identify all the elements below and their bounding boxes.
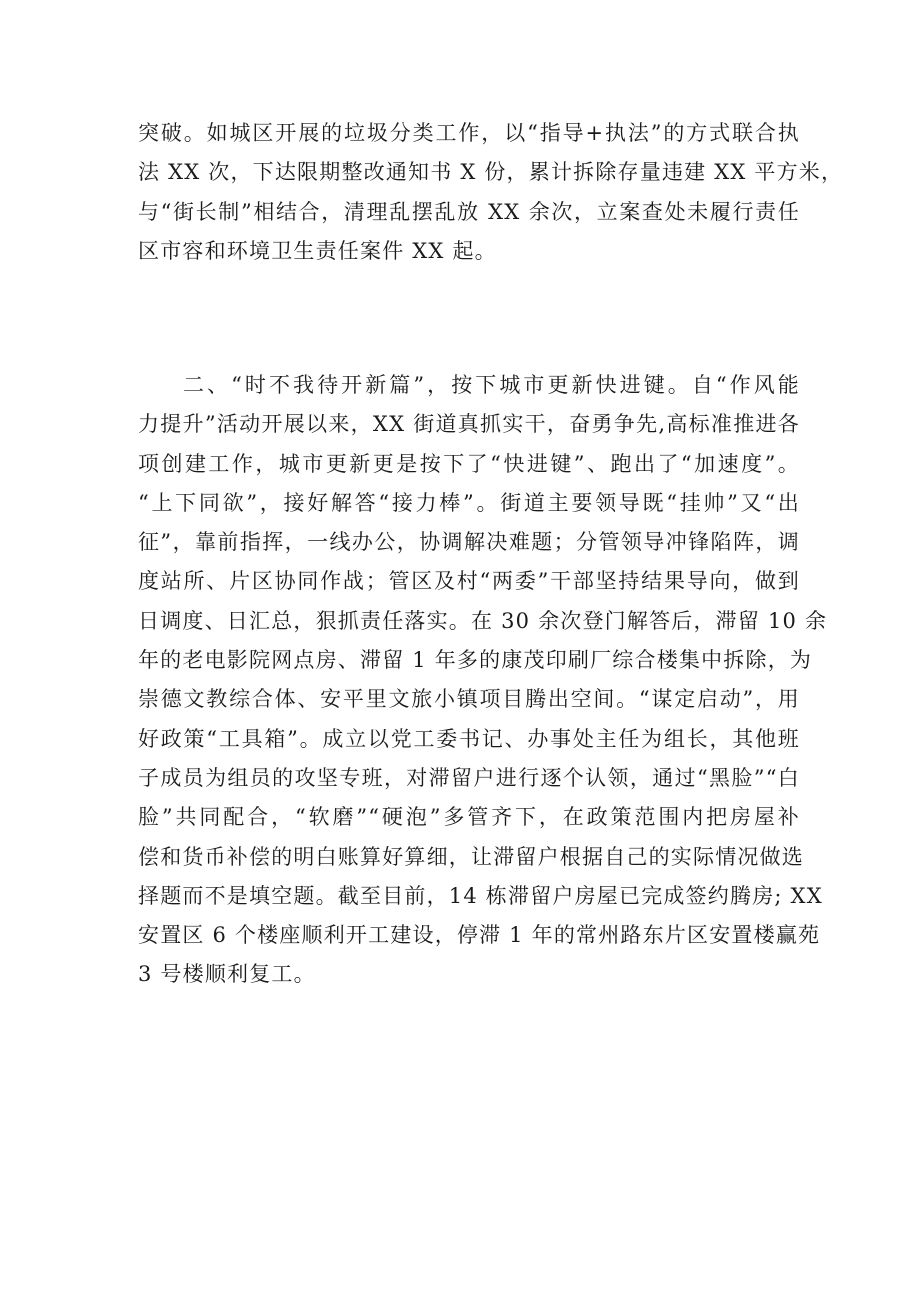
text-line: 子成员为组员的攻坚专班，对滞留户进行逐个认领，通过“黑脸”“白 bbox=[138, 765, 800, 790]
text-line: 度站所、片区协同作战；管区及村“两委”干部坚持结果导向，做到 bbox=[138, 569, 800, 594]
text-line: “上下同欲”，接好解答“接力棒”。街道主要领导既“挂帅”又“出 bbox=[138, 490, 800, 515]
text-line: 力提升”活动开展以来，XX 街道真抓实干，奋勇争先,高标准推进各 bbox=[138, 412, 800, 437]
text-line: 脸”共同配合，“软磨”“硬泡”多管齐下，在政策范围内把房屋补 bbox=[138, 805, 800, 830]
text-line: 安置区 6 个楼座顺利开工建设，停滞 1 年的常州路东片区安置楼赢苑 bbox=[138, 923, 821, 948]
text-line: 好政策“工具箱”。成立以党工委书记、办事处主任为组长，其他班 bbox=[138, 726, 800, 751]
text-line: 项创建工作，城市更新更是按下了“快进键”、跑出了“加速度”。 bbox=[138, 451, 800, 476]
text-line: 日调度、日汇总，狠抓责任落实。在 30 余次登门解答后，滞留 10 余 bbox=[138, 608, 828, 633]
text-line: 区市容和环境卫生责任案件 XX 起。 bbox=[138, 238, 497, 263]
text-line: 年的老电影院网点房、滞留 1 年多的康茂印刷厂综合楼集中拆除，为 bbox=[138, 648, 813, 673]
text-line: 法 XX 次，下达限期整改通知书 X 份，累计拆除存量违建 XX 平方米， bbox=[138, 160, 844, 185]
text-line: 突破。如城区开展的垃圾分类工作，以“指导+执法”的方式联合执 bbox=[138, 121, 800, 145]
text-line: 征”，靠前指挥，一线办公，协调解决难题；分管领导冲锋陷阵，调 bbox=[138, 530, 800, 555]
text-line: 择题而不是填空题。截至目前，14 栋滞留户房屋已完成签约腾房; XX bbox=[138, 883, 823, 908]
text-line: 崇德文教综合体、安平里文旅小镇项目腾出空间。“谋定启动”，用 bbox=[138, 687, 800, 712]
text-line: 偿和货币补偿的明白账算好算细，让滞留户根据自己的实际情况做选 bbox=[138, 844, 804, 869]
paragraph-2 bbox=[138, 366, 828, 995]
paragraph-1 bbox=[138, 114, 844, 271]
text-line: 二、“时不我待开新篇”，按下城市更新快进键。自“作风能 bbox=[183, 373, 800, 397]
text-line: 与“街长制”相结合，清理乱摆乱放 XX 余次，立案查处未履行责任 bbox=[138, 199, 800, 224]
text-line: 3 号楼顺利复工。 bbox=[138, 962, 316, 987]
